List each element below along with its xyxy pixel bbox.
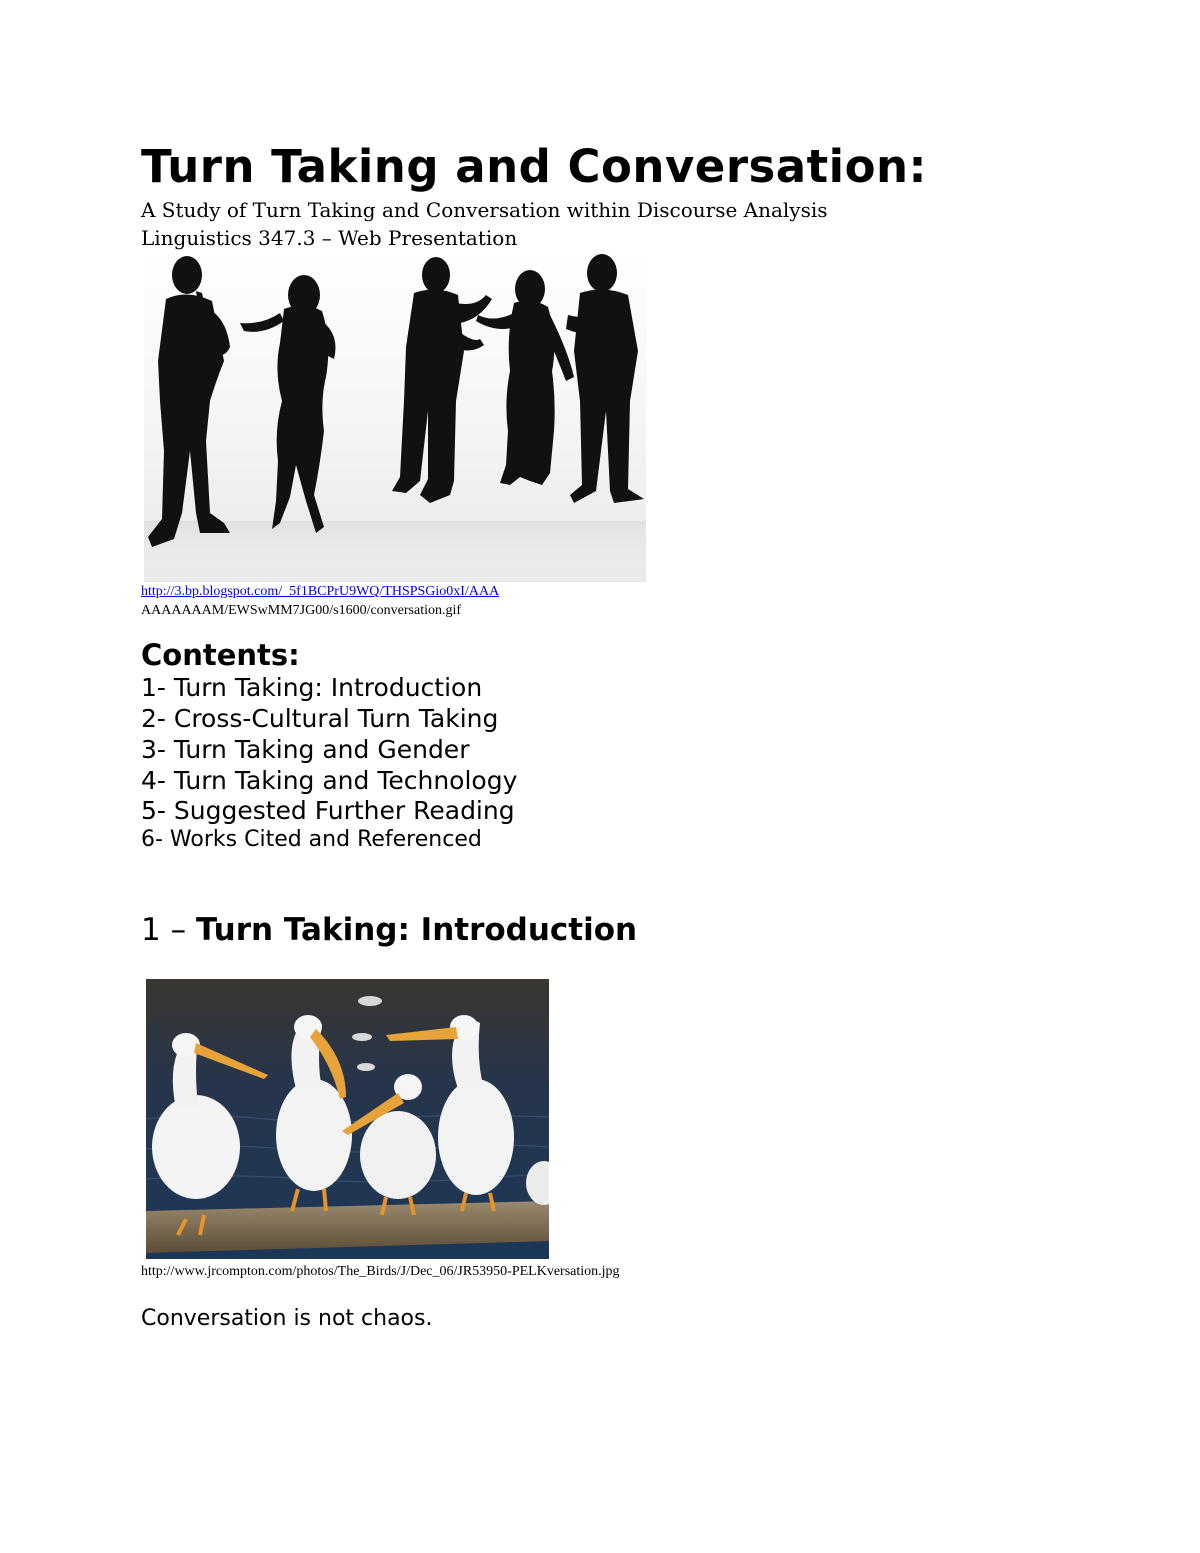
- body-paragraph: Conversation is not chaos.: [141, 1306, 433, 1331]
- image-caption: http://www.jrcompton.com/photos/The_Birds/J/Dec_06/JR53950-PELKversation.jpg: [141, 1264, 620, 1279]
- toc-item: 4- Turn Taking and Technology: [141, 766, 518, 795]
- section-title: Turn Taking: Introduction: [195, 912, 638, 948]
- toc-item: 5- Suggested Further Reading: [141, 796, 515, 825]
- section-heading: [141, 912, 637, 948]
- image-source-link[interactable]: http://3.bp.blogspot.com/_5f1BCPrU9WQ/THSPSGio0xI/AAA: [141, 584, 500, 599]
- image-source-link-continuation: AAAAAAAM/EWSwMM7JG00/s1600/conversation.gif: [141, 603, 462, 618]
- pelicans-illustration: [146, 979, 549, 1259]
- contents-heading: Contents:: [141, 638, 300, 672]
- toc-item: 1- Turn Taking: Introduction: [141, 673, 483, 702]
- toc-item: 3- Turn Taking and Gender: [141, 735, 470, 764]
- toc-item: 2- Cross-Cultural Turn Taking: [141, 704, 499, 733]
- silhouettes-illustration: [144, 251, 646, 582]
- silhouettes-conversation-image: [144, 251, 646, 582]
- page-title: Turn Taking and Conversation:: [141, 140, 928, 193]
- section-number: 1 –: [141, 912, 196, 948]
- pelicans-photo-image: [146, 979, 549, 1259]
- course-label: Linguistics 347.3 – Web Presentation: [141, 226, 518, 250]
- toc-item: 6- Works Cited and Referenced: [141, 827, 482, 852]
- page-subtitle: A Study of Turn Taking and Conversation within Discourse Analysis: [141, 198, 828, 222]
